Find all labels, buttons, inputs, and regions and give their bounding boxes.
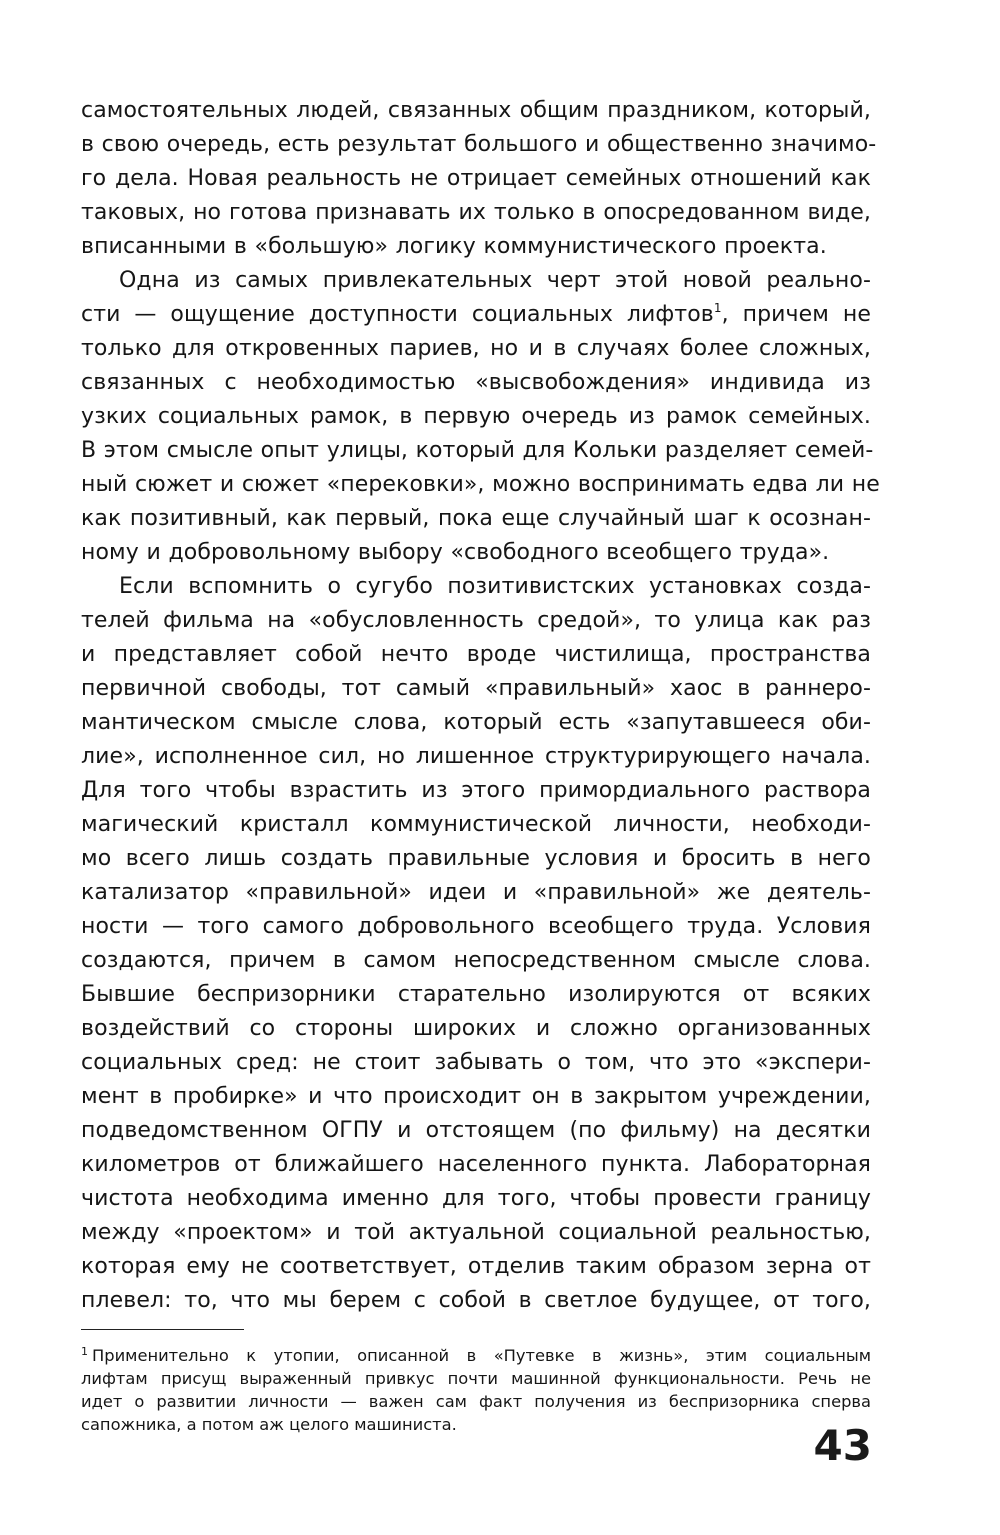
text-line: Для того чтобы взрастить из этого примордиального раствора: [81, 778, 871, 803]
text-segment: , причем не: [721, 302, 872, 327]
text-line: вписанными в «большую» логику коммунистического проекта.: [81, 234, 827, 259]
text-line: которая ему не соответствует, отделив таким образом зерна от: [81, 1254, 871, 1279]
text-line: подведомственном ОГПУ и отстоящем (по фильму) на десятки: [81, 1118, 871, 1143]
text-line: в свою очередь, есть результат большого и общественно значимо-: [81, 132, 877, 157]
text-line: воздействий со стороны широких и сложно организованных: [81, 1016, 871, 1041]
text-line: В этом смысле опыт улицы, который для Кольки разделяет семей-: [81, 438, 874, 463]
text-line: самостоятельных людей, связанных общим праздником, который,: [81, 98, 871, 123]
footnote-divider: [81, 1329, 244, 1330]
text-line: между «проектом» и той актуальной социальной реальностью,: [81, 1220, 871, 1245]
text-line: лие», исполненное сил, но лишенное структурирующего начала.: [81, 744, 871, 769]
text-line-with-footnote-ref: [81, 298, 871, 332]
main-text: [81, 94, 880, 1318]
text-line: чистота необходима именно для того, чтобы провести границу: [81, 1186, 871, 1211]
text-line: Бывшие беспризорники старательно изолируются от всяких: [81, 982, 871, 1007]
footnote-text: Применительно к утопии, описанной в «Путевке в жизнь», этим социальным: [92, 1346, 871, 1365]
footnote-line: идет о развитии личности — важен сам факт получения из беспризорника сперва: [81, 1392, 871, 1411]
page-number: 43: [813, 1421, 872, 1470]
footnote-line: сапожника, а потом аж целого машиниста.: [81, 1415, 457, 1434]
text-line: плевел: то, что мы берем с собой в светлое будущее, от того,: [81, 1288, 871, 1313]
text-line: мент в пробирке» и что происходит он в закрытом учреждении,: [81, 1084, 871, 1109]
footnote-line: [81, 1344, 871, 1367]
text-line: километров от ближайшего населенного пункта. Лабораторная: [81, 1152, 871, 1177]
text-line: первичной свободы, тот самый «правильный» хаос в раннеро-: [81, 676, 871, 701]
text-line: Если вспомнить о сугубо позитивистских установках созда-: [119, 574, 871, 599]
text-line: катализатор «правильной» идеи и «правильной» же деятель-: [81, 880, 871, 905]
footnote-line: лифтам присущ выраженный привкус почти машинной функциональности. Речь не: [81, 1369, 871, 1388]
text-segment: сти — ощущение доступности социальных лифтов: [81, 302, 714, 327]
text-line: таковых, но готова признавать их только в опосредованном виде,: [81, 200, 871, 225]
footnote-reference: 1: [713, 301, 722, 315]
text-line: го дела. Новая реальность не отрицает семейных отношений как: [81, 166, 871, 191]
text-line: мантическом смысле слова, который есть «запутавшееся оби-: [81, 710, 871, 735]
text-line: и представляет собой нечто вроде чистилища, пространства: [81, 642, 871, 667]
text-line: как позитивный, как первый, пока еще случайный шаг к осознан-: [81, 506, 871, 531]
footnote: [81, 1344, 871, 1436]
text-line: магический кристалл коммунистической личности, необходи-: [81, 812, 871, 837]
text-line: Одна из самых привлекательных черт этой новой реально-: [119, 268, 871, 293]
text-line: социальных сред: не стоит забывать о том, что это «экспери-: [81, 1050, 871, 1075]
text-line: только для откровенных париев, но и в случаях более сложных,: [81, 336, 871, 361]
text-line: связанных с необходимостью «высвобождения» индивида из: [81, 370, 871, 395]
text-line: телей фильма на «обусловленность средой», то улица как раз: [81, 608, 871, 633]
text-line: ному и добровольному выбору «свободного всеобщего труда».: [81, 540, 830, 565]
text-line: узких социальных рамок, в первую очередь из рамок семейных.: [81, 404, 871, 429]
text-line: ный сюжет и сюжет «перековки», можно воспринимать едва ли не: [81, 472, 880, 497]
footnote-marker: 1: [81, 1345, 88, 1358]
text-line: создаются, причем в самом непосредственном смысле слова.: [81, 948, 871, 973]
text-line: ности — того самого добровольного всеобщего труда. Условия: [81, 914, 871, 939]
text-line: мо всего лишь создать правильные условия и бросить в него: [81, 846, 871, 871]
